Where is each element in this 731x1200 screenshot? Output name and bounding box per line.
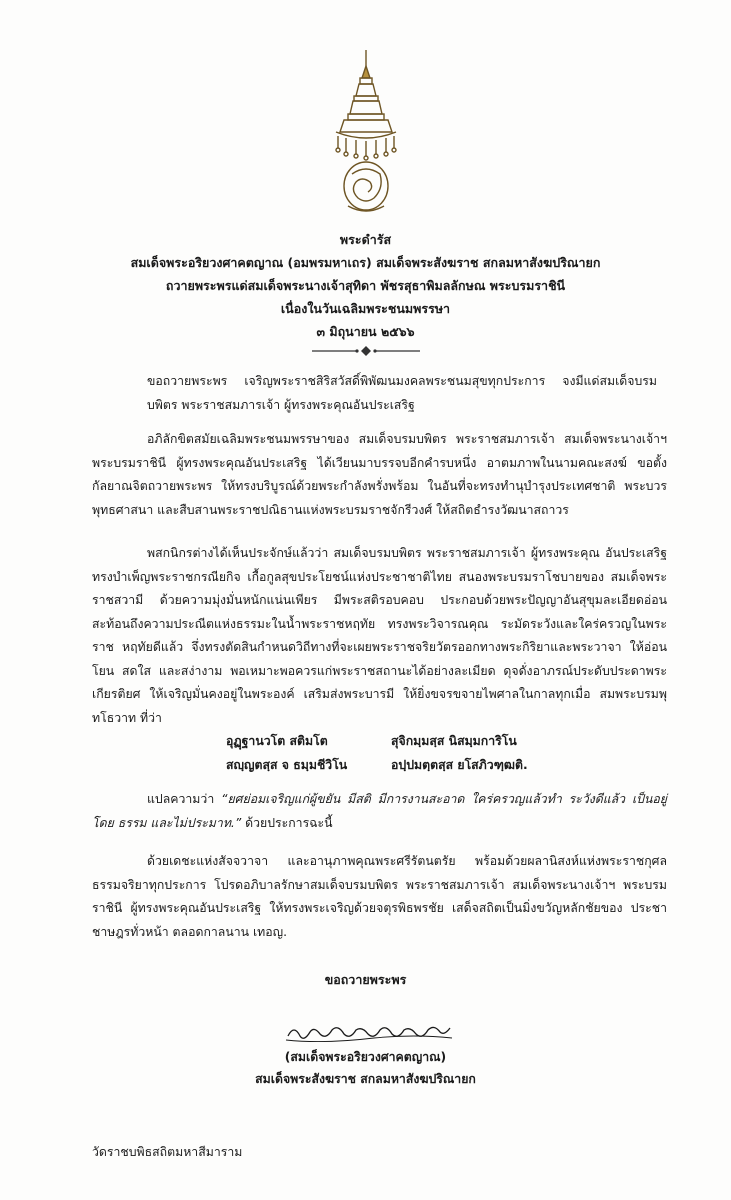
verse-line: อุฏฺฐานวโต สติมโต [226, 734, 328, 748]
paragraph-translation [92, 788, 667, 835]
closing-phrase: ขอถวายพระพร [324, 972, 407, 987]
paragraph-praise-text: พสกนิกรต่างได้เห็นประจักษ์แล้วว่า สมเด็จบรมบพิตร พระราชสมภารเจ้า ผู้ทรงพระคุณ อันประเสริฐ ทรงบำเพ็ญพระราชกรณียกิจ เกื้อกูลสุขประโยชน์แห่งประชาชาติไทย สนองพระบรมราโชบายของ สมเด็จพระราชสวามี ด้วยความมุ่งมั่นหนักแน่นเพียร มีพระสติรอบคอบ ประกอบด้วยพระปัญญาอันสุขุมละเอียดอ่อน สะท้อนถึงความประณีตแห่งธรรมะในน้ำพระราชหฤทัย ทรงพระวิจารณคุณ ระมัดระวังและใคร่ครวญในพระราช หฤทัยดีแล้ว จึ่งทรงตัดสินกำหนดวิถีทางที่จะเผยพระราชจริยวัตรออกทางพระกิริยาและพระวาจา ให้อ่อนโยน สดใส และสง่างาม พอเหมาะพอควรแก่พระราชสถานะได้อย่างละเมียด ดุจดั่งอาภรณ์ประดับประดาพระเกียรติยศ ให้เจริญมั่นคงอยู่ในพระองค์ เสริมส่งพระบารมี ให้ยิ่งขจรขจายไพศาลในกาลทุกเมื่อ สมพระบรมพุทโธวาท ที่ว่า [92, 546, 667, 725]
footer-place: วัดราชบพิธสถิตมหาสีมาราม [92, 1145, 243, 1159]
paragraph-greeting-text: ขอถวายพระพร เจริญพระราชสิริสวัสดิ์พิพัฒนมงคลพระชนมสุขทุกประการ จงมีแด่สมเด็จบรมบพิตร พระราชสมภารเจ้า ผู้ทรงพระคุณอันประเสริฐ [147, 374, 657, 412]
verse-row [226, 753, 606, 777]
title-recipient: ถวายพระพรแด่สมเด็จพระนางเจ้าสุทิดา พัชรสุธาพิมลลักษณ พระบรมราชินี [165, 278, 566, 293]
title-author: สมเด็จพระอริยวงศาคตญาณ (อมพรมหาเถร) สมเด็จพระสังฆราช สกลมหาสังฆปริณายก [130, 255, 601, 270]
translation-tail: ด้วยประการฉะนี้ [241, 815, 333, 830]
title-heading: พระดำรัส [339, 232, 392, 247]
verse-row [226, 729, 606, 753]
paragraph-blessing-text: ด้วยเดชะแห่งสัจจวาจา และอานุภาพคุณพระศรีรัตนตรัย พร้อมด้วยผลานิสงห์แห่งพระราชกุศล ธรรมจริยาทุกประการ โปรดอภิบาลรักษาสมเด็จบรมบพิตร พระราชสมภารเจ้า สมเด็จพระนางเจ้าฯ พระบรม ราชินี ผู้ทรงพระคุณอันประเสริฐ ให้ทรงพระเจริญด้วยจตุรพิธพรชัย เสด็จสถิตเป็นมิ่งขวัญหลักชัยของ ประชาชาษฎรทั่วหน้า ตลอดกาลนาน เทอญ. [92, 854, 667, 939]
verse-line: อปฺปมตฺตสฺส ยโสภิวฑฺฒติ. [391, 758, 528, 772]
translation-quote: “ยศย่อมเจริญแก่ผู้ขยัน มีสติ มีการงานสะอาด ใคร่ครวญแล้วทำ ระวังดีแล้ว เป็นอยู่โดย ธรรม และไม่ประมาท.” [92, 792, 667, 830]
paragraph-greeting [147, 370, 657, 417]
paragraph-praise [92, 542, 667, 730]
royal-emblem-icon [326, 48, 406, 218]
signature-position: สมเด็จพระสังฆราช สกลมหาสังฆปริณายก [255, 1072, 476, 1086]
paragraph-occasion-text: อภิลักขิตสมัยเฉลิมพระชนมพรรษาของ สมเด็จบรมบพิตร พระราชสมภารเจ้า สมเด็จพระนางเจ้าฯ พระบรมราชินี ผู้ทรงพระคุณอันประเสริฐ ได้เวียนมาบรรจบอีกคำรบหนึ่ง อาตมภาพในนามคณะสงฆ์ ขอตั้งกัลยาณจิตถวายพระพร ให้ทรงบริบูรณ์ด้วยพระกำลังพรั่งพร้อม ในอันที่จะทรงทำนุบำรุงประเทศชาติ พระบวรพุทธศาสนา และสืบสานพระราชปณิธานแห่งพระบรมราชจักรีวงศ์ ให้สถิตธำรงวัฒนาสถาวร [92, 432, 667, 517]
pali-verse [226, 729, 606, 777]
title-block [0, 228, 731, 343]
divider-ornament-icon [310, 345, 422, 357]
translation-lead: แปลความว่า [147, 792, 222, 806]
title-date: ๓ มิถุนายน ๒๕๖๖ [316, 324, 415, 339]
verse-line: สุจิกมฺมสฺส นิสมฺมการิโน [391, 734, 517, 748]
title-occasion: เนื่องในวันเฉลิมพระชนมพรรษา [280, 301, 451, 316]
verse-line: สญฺญตสฺส จ ธมฺมชีวิโน [226, 758, 348, 772]
paragraph-occasion [92, 428, 667, 522]
signature-image [284, 1018, 454, 1046]
signature-name: (สมเด็จพระอริยวงศาคตญาณ) [284, 1050, 447, 1064]
paragraph-blessing [92, 850, 667, 944]
